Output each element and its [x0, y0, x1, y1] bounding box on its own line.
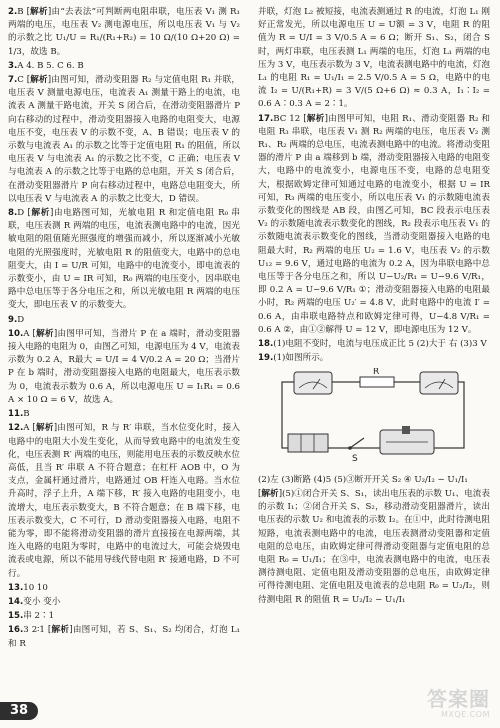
right-column [258, 6, 490, 608]
answer-8: 8.D [ 解析 ] 由电路图可知，光敏电阻 R 和定值电阻 R₀ 串联，电压表测 R 两端的电压，电流表测电路中的电流，因光敏电阻的阻值随光照强度的增强而减小，所以逐渐减小光敏电阻的光照强度时，光敏电阻 R 的阻值变大，电路中的总电阻变大，由 I = U/R 可知，电路中的电流变小，即电流表的示数变小，由 U = IR 可知，R₀ 两端的电压变小，因串联电路中总电压等于各分电压之和，所以光敏电阻 R 两端的电压变大，即电压表 V 的示数变大。 [8, 207, 240, 313]
watermark-url: MXQE.COM [440, 710, 490, 719]
answer-16-continued: 并联，灯泡 L₂ 被短接，电流表测通过 R 的电流，灯泡 L₁ 刚好正常发光，所以电源电压 U = U额 = 3 V，电阻 R 的阻值为 R = U/I = 3 V/0.5 A = 6 Ω；断开 S₁、S₂，闭合 S 时，两灯串联，电压表测 L₁ 两端的电压，灯泡 L₁ 两端的电压为 3 V，电压表示数为 3 V，电流表测电路中的电流，灯泡 L₁ 的电阻 R₁ = U₁/I₁ = 2.5 V/0.5 A = 5 Ω，电路中的电流 I₂ = U/(R₁+R) = 3 V/(5 Ω+6 Ω) ≈ 0.3 A，I₁∶I₂ = 0.6 A∶0.3 A = 2∶1。 [258, 7, 490, 110]
answer-12: 12.A [ 解析 ] 由图可知，R 与 R′ 串联，当水位变化时，接入电路中的电阻大小发生变化，从而导致电路中的电流发生变化，电压表测 R′ 两端的电压，则能用电压表的示数反映水位高低，且当 R′ 串联 A 不符合题意；在杠杆 AOB 中，O 为支点，金属杆通过滑片，电路通过 OB 杆连入电路。当水位升高时，浮子上升，A 端下移，R′ 接入电路的电阻变小，电流增大，电压表示数变大，B 不符合题意；在 B 端下移，电压表示数变大，C 不可行，D 滑动变阻器接入电路，电阻不能为零，即不能将滑动变阻器的滑片直接接在电源两端，其连入电路的电阻为零时，电路中的电流过大，可能会烧毁电流表或电源，所以不能用导线代替电阻 R′ 接通电路，D 不可行。 [8, 422, 240, 580]
answer-11: 11.B [8, 409, 30, 420]
answer-9: 9.D [8, 314, 25, 325]
page-number: 38 [0, 702, 38, 720]
resistor-label: R [373, 368, 380, 378]
switch-pivot-icon [348, 447, 352, 451]
answer-19-explanation: [ 解析 ] (5)①闭合开关 S、S₁，读出电压表的示数 U₁、电流表的示数 I₁；②闭合开关 S、S₂，移动滑动变阻器滑片，读出电压表的示数 U₂ 和电流表的示数 I₂。在①中，此时待测电阻短路，电流表测电路中的电流，电压表测滑动变阻器和定值电阻的总电压，由欧姆定律可得滑动变阻器与定值电阻的总电阻 R₀ = U₁/I₁；在③中，电流表测电路中的电流，电压表测待测电阻、定值电阻及滑动变阻器的总电压，由欧姆定律可得待测电阻、定值电阻及电流表的总电阻 R₀ = U₂/I₂，则待测电阻 R 的阻值 R = U₂/I₂ − U₁/I₁ [258, 488, 490, 607]
watermark-title: 答案圈 [427, 687, 490, 711]
circuit-figure [268, 368, 478, 464]
answer-19: 19.(1)如图所示。 [258, 353, 329, 364]
site-watermark [402, 688, 490, 724]
answer-3-6: 3.A 4. B 5. C 6. B [8, 60, 84, 71]
battery-icon [288, 434, 328, 452]
answer-10: 10.A [ 解析 ] 由图甲可知，当滑片 P 在 a 端时，滑动变阻器接入电路的电阻为 0，由图乙可知，电源电压为 4 V，电流表示数为 0.2 A，R最大 = U/I = 4 V/0.2 A = 20 Ω；当滑片 P 在 b 端时，滑动变阻器接入电路的电阻最大，电压表示数为 0，电流表示数为 0.6 A，所以电源电压 U = I₁R₁ = 0.6 A × 10 Ω = 6 V，故选 A。 [8, 328, 240, 407]
answer-18: 18.(1)电阻不变时，电流与电压成正比 5 (2)大于 右 (3)3 V [258, 339, 487, 350]
answer-14: 14.变小 变小 [8, 596, 61, 607]
switch-icon [350, 438, 364, 448]
answer-15: 15.串 2∶1 [8, 611, 55, 622]
answer-17: 17.BC 12 [ 解析 ] 由图甲可知，电阻 R₁、滑动变阻器 R₂ 和电阻 R₃ 串联，电压表 V₁ 测 R₂ 两端的电压，电压表 V₂ 测 R₁、R₂ 两端的总电压，电流表测电路中的电流。将滑动变阻器的滑片 P 由 a 端移到 b 端，滑动变阻器接入电路的电阻变大，电路中的电流变小，电源电压不变，电路的总电阻变大，根据欧姆定律可知通过电路的电流变小，根据 U = IR 可知，R₃ 两端的电压变小，所以电压表 V₁ 的示数随电流表示数变化的图线是 AB 段，由图乙可知，BC 段表示电压表 V₂ 的示数随电流表示数变化的图线，R₂ 段表示电压表 V₁ 的示数随电流表示数变化的图线，当滑动变阻器接入电路的电阻最大时，R₂ 两端的电压 U₂ = 1.6 V，电压表 V₂ 的示数 U₁₂ = 9.6 V，通过电路的电流为 0.2 A，因为串联电路中总电压等于各分电压之和，所以 U−U₂/R₁ = U−9.6 V/R₁，即 0.2 A = U−9.6 V/R₁ ①；滑动变阻器接入电路的电阻最小时，R₂ 两端的电压 U₂′ = 4.8 V，此时电路中的电流 I′ = 0.6 A，由串联电路特点和欧姆定律可得，U−4.8 V/R₁ = 0.6 A ②，由①②解得 U = 12 V，即电源电压为 12 V。 [258, 113, 490, 337]
meter-left-icon [294, 372, 332, 394]
answer-19-parts: (2)左 (3)断路 (4)5 (5)③断开开关 S₂ ④ U₂/I₂ − U₁/I₁ [258, 474, 468, 485]
answer-2: 2.B [ 解析 ] 由“去表法”可判断两电阻串联，电压表 V₁ 测 R₁ 两端的电压，电压表 V₂ 测电源电压，所以电压表 V₁ 与 V₂ 的示数之比 U₁/U = R₁/(R₁+R₂) = 10 Ω/(10 Ω+20 Ω) = 1/3，故选 B。 [8, 6, 240, 59]
answer-13: 13.10 10 [8, 582, 48, 593]
resistor-icon [360, 377, 394, 387]
answer-16: 16.3 2∶1 [ 解析 ] 由图可知，若 S、S₁、S₂ 均闭合，灯泡 L₁ 和 R [8, 624, 240, 650]
rheostat-slider-icon [402, 426, 410, 434]
switch-label: S [352, 454, 358, 465]
answer-7: 7.C [ 解析 ] 由图可知，滑动变阻器 R₂ 与定值电阻 R₁ 并联，电压表 V 测量电源电压，电流表 A₁ 测量干路上的电流，电流表 A 测量干路电流，开关 S 闭合后，在滑动变阻器滑片 P 向右移动的过程中，滑动变阻器接入电路的电阻变大，电源电压不变，电压表 V 的示数不变，A、B 错误；电压表 V 的示数与电流表 A₁ 的示数之比等于定值电阻 R₁ 的阻值，所以电压表 V 与电流表 A₁ 的示数之比不变，C 正确；电压表 V 与电流表 A 的示数之比等于电路的总电阻，开关 S 闭合后，在滑动变阻器滑片 P 向右移动过程中，电路总电阻变大，所以电压表 V 与电流表 A 的示数之比变大，D 错误。 [8, 74, 240, 206]
meter-right-icon [420, 372, 458, 394]
left-column [8, 6, 240, 652]
